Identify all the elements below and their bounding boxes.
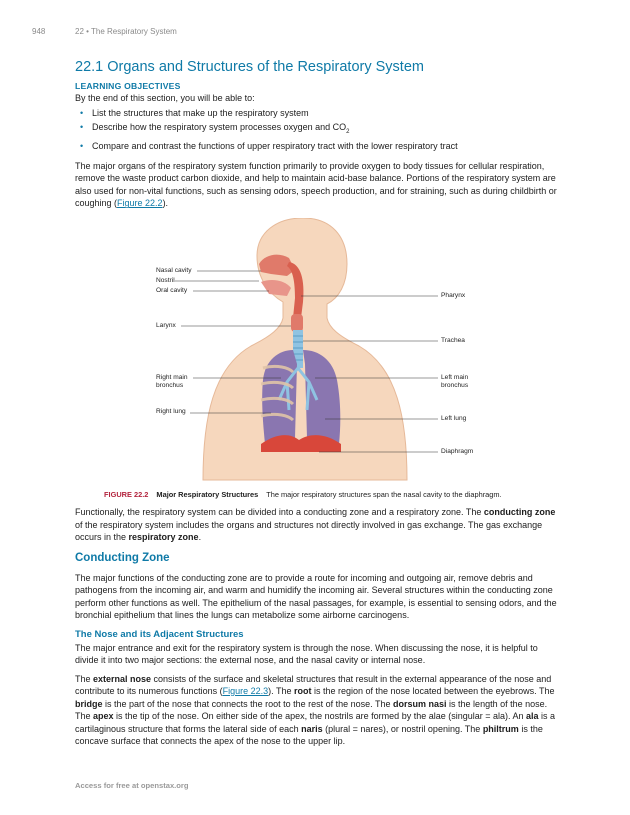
- label-left-lung: Left lung: [441, 415, 467, 422]
- conducting-zone-heading: Conducting Zone: [75, 551, 170, 564]
- label-diaphragm: Diaphragm: [441, 448, 474, 455]
- figure-number: FIGURE 22.2: [104, 490, 149, 499]
- footer-text: Access for free at openstax.org: [75, 781, 189, 790]
- label-larynx: Larynx: [156, 322, 176, 329]
- label-pharynx: Pharynx: [441, 292, 466, 299]
- conducting-zone-paragraph: The major functions of the conducting zone are to provide a route for incoming and outgoing air, remove debris and pathogens from the incoming air, and warm and humidify the incoming air. Several structures within the conducting zone perform other functions as well. The epithelium of the nasal passages, for example, is essential to sensing odors, and the bronchial epithelium that lines the lungs can metabolize some airborne carcinogens.: [75, 572, 557, 620]
- objective-item: • Compare and contrast the functions of upper respiratory tract with the lower respiratory tract: [80, 140, 458, 151]
- learning-objectives-list: [75, 106, 561, 153]
- bullet-icon: •: [80, 140, 84, 151]
- intro-paragraph: The major organs of the respiratory system function primarily to provide oxygen to body tissues for cellular respiration, remove the waste product carbon dioxide, and help to maintain acid-base balance. Portions of the respiratory system are also used for non-vital functions, such as sensing odors, speech production, and for straining, such as during childbirth or coughing (Figure 22.2).: [75, 160, 557, 209]
- lower-content: [75, 506, 561, 748]
- respiratory-illustration: [75, 218, 561, 488]
- figure-title: Major Respiratory Structures: [156, 490, 259, 499]
- bullet-icon: •: [80, 108, 84, 118]
- label-nostril: Nostril: [156, 277, 175, 284]
- label-nasal-cavity: Nasal cavity: [156, 267, 192, 274]
- page-number: 948: [32, 27, 46, 36]
- learning-objectives-intro: By the end of this section, you will be able to:: [75, 93, 255, 103]
- label-left-main-bronchus: Left main bronchus: [441, 374, 469, 389]
- figure-22-3-link[interactable]: Figure 22.3: [222, 686, 269, 696]
- running-head: 22 • The Respiratory System: [75, 27, 177, 36]
- bullet-icon: •: [80, 122, 84, 132]
- figure-caption-text: The major respiratory structures span the nasal cavity to the diaphragm.: [266, 490, 502, 499]
- figure-caption: [104, 490, 564, 500]
- learning-objectives-heading: LEARNING OBJECTIVES: [75, 81, 181, 91]
- external-nose-paragraph: The external nose consists of the surface and skeletal structures that result in the external appearance of the nose and contribute to its numerous functions (Figure 22.3). The root is the region of the nose located between the eyebrows. The bridge is the part of the nose that connects the root to the rest of the nose. The dorsum nasi is the length of the nose. The apex is the tip of the nose. On either side of the apex, the nostrils are formed by the alae (singular = ala). An ala is a cartilaginous structure that forms the lateral side of each naris (plural = nares), or nostril opening. The philtrum is the concave surface that connects the apex of the nose to the upper lip.: [75, 673, 556, 746]
- label-right-main-bronchus: Right main bronchus: [156, 374, 188, 389]
- nose-paragraph: The major entrance and exit for the respiratory system is through the nose. When discussing the nose, it is helpful to divide it into two major sections: the external nose, and the nasal cavity or internal nose.: [75, 642, 538, 665]
- label-right-lung: Right lung: [156, 408, 186, 415]
- section-content: [75, 58, 561, 210]
- objective-item: • Describe how the respiratory system processes oxygen and $CO_2$: [80, 122, 350, 135]
- larynx-shape: [291, 314, 303, 332]
- nose-heading: The Nose and its Adjacent Structures: [75, 628, 244, 640]
- label-oral-cavity: Oral cavity: [156, 287, 188, 294]
- figure-22-2-link[interactable]: Figure 22.2: [117, 198, 163, 209]
- respiratory-figure: [75, 218, 561, 488]
- section-title: 22.1 Organs and Structures of the Respiratory System: [75, 59, 424, 75]
- label-trachea: Trachea: [441, 337, 465, 344]
- zones-paragraph: Functionally, the respiratory system can be divided into a conducting zone and a respiratory zone. The conducting zone of the respiratory system includes the organs and structures not directly involved in gas exchange. The gas exchange occurs in the respiratory zone.: [75, 507, 556, 542]
- objective-item: • List the structures that make up the respiratory system: [80, 108, 309, 118]
